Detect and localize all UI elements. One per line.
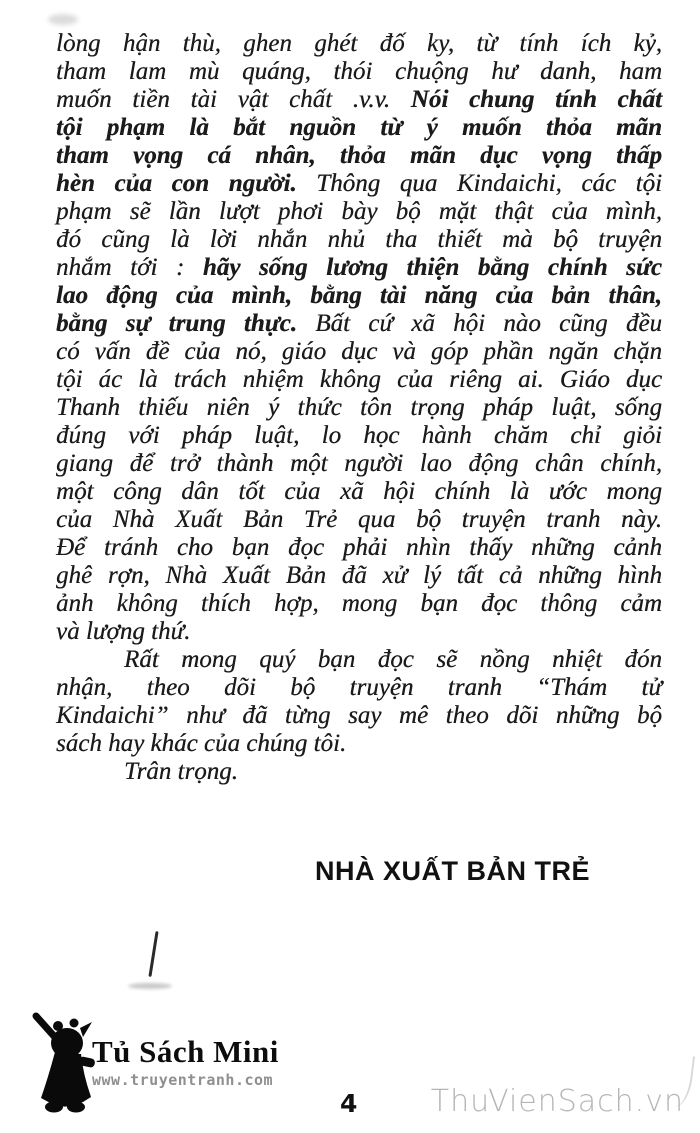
text-line: [56, 478, 662, 506]
text-line: [56, 366, 662, 394]
text-segment-bold: hèn của con người.: [56, 170, 297, 197]
text-line: [56, 338, 662, 366]
text-line: [56, 534, 662, 562]
logo-website: www.truyentranh.com: [92, 1071, 274, 1089]
text-line: [56, 142, 662, 170]
text-line: [56, 254, 662, 282]
text-segment: có vấn đề của nó, giáo dục và góp phần ngăn chặn: [56, 338, 662, 365]
text-line: [56, 86, 662, 114]
text-segment: tham lam mù quáng, thói chuộng hư danh, ham: [56, 58, 662, 85]
text-segment: Thông qua Kindaichi, các tội: [296, 170, 662, 197]
text-segment-bold: Nói chung tính chất: [410, 86, 662, 113]
text-line: [56, 506, 662, 534]
text-segment: phạm sẽ lần lượt phơi bày bộ mặt thật của mình,: [56, 198, 662, 225]
text-line: [56, 58, 662, 86]
text-segment: lòng hận thù, ghen ghét đố ky, từ tính ích kỷ,: [56, 30, 662, 57]
text-segment-bold: hãy sống lương thiện bằng chính sức: [202, 254, 662, 281]
samurai-silhouette-icon: [8, 1010, 96, 1114]
text-segment-bold: tội phạm là bắt nguồn từ ý muốn thỏa mãn: [56, 114, 662, 141]
text-segment: ghê rợn, Nhà Xuất Bản đã xử lý tất cả những hình: [56, 562, 662, 589]
watermark: ThuVienSach.vn: [430, 1084, 684, 1119]
text-segment: Bất cứ xã hội nào cũng đều: [297, 310, 662, 337]
text-line: [56, 618, 662, 646]
text-segment: Rất mong quý bạn đọc sẽ nồng nhiệt đón: [124, 646, 662, 673]
text-line: [56, 310, 662, 338]
text-line: [56, 422, 662, 450]
text-segment: Kindaichi” như đã từng say mê theo dõi những bộ: [56, 702, 662, 729]
logo-title: Tủ Sách Mini: [92, 1034, 279, 1069]
text-line: [56, 282, 662, 310]
text-segment-bold: bằng sự trung thực.: [56, 310, 298, 337]
text-segment: đó cũng là lời nhắn nhủ tha thiết mà bộ truyện: [56, 226, 662, 253]
text-segment: ảnh không thích hợp, mong bạn đọc thông cảm: [56, 590, 662, 617]
text-line: [56, 730, 662, 758]
text-line: [56, 562, 662, 590]
publisher-signature: NHÀ XUẤT BẢN TRẺ: [315, 856, 590, 886]
text-segment: nhắm tới :: [56, 254, 203, 281]
text-line: [56, 590, 662, 618]
text-segment: Để tránh cho bạn đọc phải nhìn thấy những cảnh: [56, 534, 662, 561]
text-segment-bold: lao động của mình, bằng tài năng của bản thân,: [56, 282, 662, 309]
text-segment: của Nhà Xuất Bản Trẻ qua bộ truyện tranh này.: [56, 506, 662, 533]
text-line: [56, 226, 662, 254]
text-line: [56, 702, 662, 730]
text-segment: một công dân tốt của xã hội chính là ước mong: [56, 478, 662, 505]
scan-smudge-top: [48, 14, 78, 25]
text-line: [56, 394, 662, 422]
text-segment: Trân trọng.: [124, 758, 238, 785]
text-segment-bold: tham vọng cá nhân, thỏa mãn dục vọng thấp: [56, 142, 662, 169]
text-segment: tội ác là trách nhiệm không của riêng ai. Giáo dục: [56, 366, 662, 393]
text-line: [56, 114, 662, 142]
body-text: [56, 30, 662, 786]
page-number: 4: [340, 1089, 358, 1118]
scan-artifact-smudge: [128, 983, 172, 989]
text-segment: đúng với pháp luật, lo học hành chăm chỉ giỏi: [56, 422, 662, 449]
text-line: [56, 170, 662, 198]
text-line: [56, 198, 662, 226]
text-line: [56, 674, 662, 702]
text-line: [56, 450, 662, 478]
tu-sach-mini-logo: [8, 1010, 279, 1114]
text-segment: và lượng thứ.: [56, 618, 191, 645]
scan-artifact-stroke: [148, 931, 158, 977]
text-line: [56, 758, 662, 786]
text-line: [56, 30, 662, 58]
text-segment: sách hay khác của chúng tôi.: [56, 730, 347, 757]
text-line: [56, 646, 662, 674]
text-segment: Thanh thiếu niên ý thức tôn trọng pháp luật, sống: [56, 394, 662, 421]
text-segment: nhận, theo dõi bộ truyện tranh “Thám tử: [56, 674, 662, 701]
text-segment: muốn tiền tài vật chất .v.v.: [56, 86, 411, 113]
text-segment: giang để trở thành một người lao động chân chính,: [56, 450, 662, 477]
